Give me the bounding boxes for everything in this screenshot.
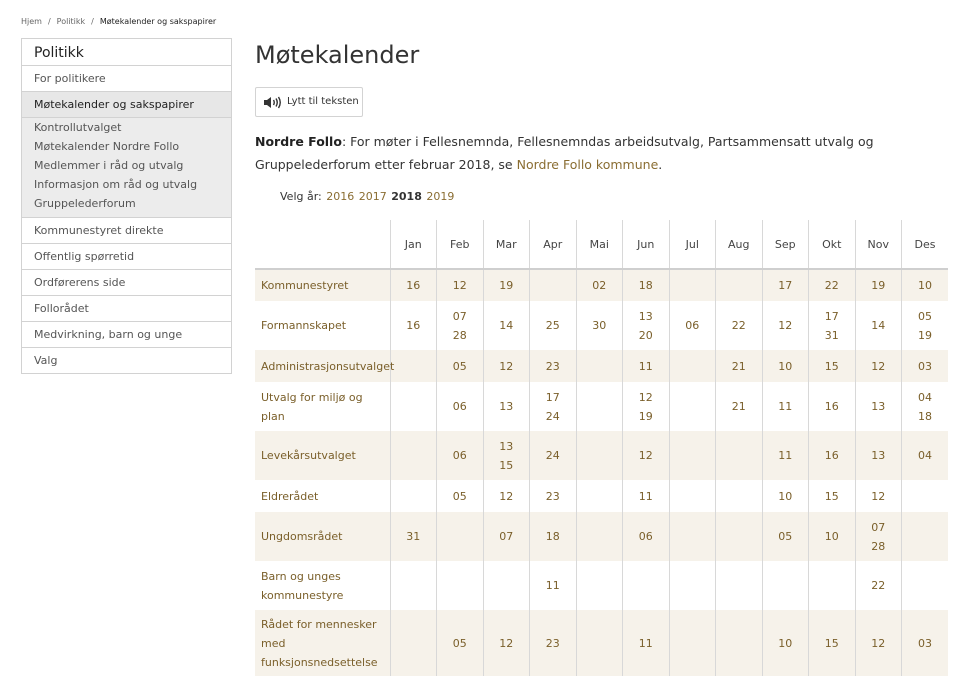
- sidebar-item-active[interactable]: Møtekalender og sakspapirer: [22, 92, 231, 118]
- meeting-date-cell[interactable]: [483, 382, 530, 431]
- meeting-date[interactable]: 12: [778, 319, 793, 332]
- meeting-date[interactable]: 17: [545, 390, 560, 404]
- sidebar-title: Politikk: [22, 39, 231, 66]
- meeting-date-cell[interactable]: [902, 382, 949, 431]
- meeting-date-cell: [576, 561, 623, 610]
- table-row: [255, 350, 948, 382]
- meeting-date[interactable]: 10: [778, 489, 793, 503]
- meeting-date[interactable]: 12: [499, 359, 514, 373]
- committee-name[interactable]: Levekårsutvalget: [255, 431, 390, 480]
- meeting-date-cell: [669, 269, 716, 301]
- meeting-date[interactable]: 13: [499, 439, 514, 453]
- meeting-date-cell[interactable]: [855, 610, 902, 676]
- meeting-date-cell: [576, 480, 623, 512]
- speaker-icon: [263, 96, 283, 109]
- meeting-date-cell: [623, 561, 670, 610]
- meeting-date[interactable]: 13: [871, 400, 886, 413]
- meeting-date[interactable]: 19: [871, 279, 886, 292]
- meeting-date-cell: [576, 512, 623, 561]
- sidebar-subitem[interactable]: Møtekalender Nordre Follo: [34, 140, 180, 153]
- meeting-date[interactable]: 05: [918, 309, 932, 323]
- meeting-date[interactable]: 13: [638, 309, 653, 323]
- meeting-date-cell: [390, 350, 437, 382]
- meeting-date-cell: [902, 480, 949, 512]
- meeting-date[interactable]: 03: [918, 359, 932, 373]
- meeting-date[interactable]: 20: [638, 328, 653, 342]
- meeting-date-cell[interactable]: [483, 350, 530, 382]
- meeting-date-cell: [437, 561, 484, 610]
- meeting-date-cell[interactable]: [762, 512, 809, 561]
- meeting-date[interactable]: 25: [545, 319, 560, 332]
- meeting-date[interactable]: 11: [545, 579, 560, 592]
- committee-name[interactable]: Eldrerådet: [255, 480, 390, 512]
- meeting-date[interactable]: 05: [452, 489, 467, 503]
- meeting-date-cell: [669, 350, 716, 382]
- breadcrumb-section[interactable]: Politikk: [56, 17, 86, 26]
- meeting-date[interactable]: 22: [871, 579, 886, 592]
- meeting-date[interactable]: 22: [824, 279, 839, 292]
- meeting-date-cell[interactable]: [623, 382, 670, 431]
- meeting-date-cell: [809, 561, 856, 610]
- meeting-date[interactable]: 06: [452, 449, 467, 462]
- meeting-date-cell[interactable]: [390, 301, 437, 350]
- meeting-date-cell[interactable]: [855, 382, 902, 431]
- meeting-date[interactable]: 12: [638, 449, 653, 462]
- meeting-date-cell: [576, 382, 623, 431]
- meeting-calendar-table: [255, 220, 948, 676]
- meeting-date-cell[interactable]: [623, 269, 670, 301]
- meeting-date[interactable]: 05: [452, 636, 467, 650]
- meeting-date[interactable]: 12: [871, 359, 886, 373]
- meeting-date[interactable]: 11: [638, 636, 653, 650]
- meeting-date[interactable]: 06: [452, 400, 467, 413]
- committee-name[interactable]: Rådet for mennesker med funksjonsnedsettelse: [255, 610, 390, 676]
- meeting-date-cell[interactable]: [623, 610, 670, 676]
- meeting-date[interactable]: 23: [545, 636, 560, 650]
- meeting-date-cell: [669, 512, 716, 561]
- meeting-date-cell: [716, 480, 763, 512]
- meeting-date-cell[interactable]: [437, 269, 484, 301]
- meeting-date[interactable]: 19: [918, 328, 932, 342]
- meeting-date[interactable]: 18: [545, 530, 560, 543]
- meeting-date[interactable]: 16: [406, 319, 421, 332]
- meeting-date[interactable]: 11: [638, 359, 653, 373]
- meeting-date-cell[interactable]: [483, 301, 530, 350]
- meeting-date-cell[interactable]: [809, 512, 856, 561]
- sidebar-subnav: [22, 118, 231, 218]
- meeting-date-cell[interactable]: [762, 301, 809, 350]
- intro-body: : For møter i Fellesnemnda, Fellesnemndas arbeidsutvalg, Partsammensatt utvalg og Gruppelederforum etter februar 2018, se: [255, 134, 874, 172]
- meeting-date-cell[interactable]: [902, 350, 949, 382]
- meeting-date[interactable]: 15: [824, 636, 839, 650]
- meeting-date-cell[interactable]: [902, 301, 949, 350]
- meeting-date-cell[interactable]: [809, 301, 856, 350]
- month-header: Sep: [762, 220, 809, 269]
- meeting-date-cell[interactable]: [437, 610, 484, 676]
- month-header: Mai: [576, 220, 623, 269]
- sidebar-item[interactable]: Follorådet: [22, 296, 231, 322]
- meeting-date-cell[interactable]: [483, 269, 530, 301]
- table-row: [255, 431, 948, 480]
- meeting-date[interactable]: 12: [871, 636, 886, 650]
- month-header: Jul: [669, 220, 716, 269]
- table-row: [255, 382, 948, 431]
- meeting-date-cell[interactable]: [716, 350, 763, 382]
- meeting-date-cell[interactable]: [483, 431, 530, 480]
- year-selector: [280, 190, 454, 203]
- intro-text: [255, 130, 915, 176]
- sidebar: [21, 38, 232, 374]
- meeting-date[interactable]: 19: [499, 279, 514, 292]
- meeting-date-cell[interactable]: [762, 350, 809, 382]
- meeting-date-cell[interactable]: [530, 480, 577, 512]
- meeting-date[interactable]: 15: [499, 458, 514, 472]
- meeting-date[interactable]: 12: [499, 489, 514, 503]
- sidebar-item[interactable]: Medvirkning, barn og unge: [22, 322, 231, 348]
- meeting-date-cell[interactable]: [623, 512, 670, 561]
- meeting-date[interactable]: 24: [545, 409, 560, 423]
- year-option[interactable]: 2017: [358, 190, 387, 203]
- meeting-date-cell[interactable]: [762, 269, 809, 301]
- meeting-date-cell[interactable]: [530, 610, 577, 676]
- meeting-date-cell[interactable]: [855, 269, 902, 301]
- year-label: Velg år:: [280, 190, 322, 203]
- meeting-date[interactable]: 30: [592, 319, 607, 332]
- sidebar-subitem[interactable]: Informasjon om råd og utvalg: [34, 178, 198, 191]
- meeting-date-cell[interactable]: [809, 610, 856, 676]
- meeting-date-cell[interactable]: [809, 269, 856, 301]
- meeting-date-cell: [902, 512, 949, 561]
- meeting-date-cell[interactable]: [762, 480, 809, 512]
- meeting-date-cell[interactable]: [437, 382, 484, 431]
- month-header: Nov: [855, 220, 902, 269]
- meeting-date-cell[interactable]: [855, 512, 902, 561]
- table-row: [255, 610, 948, 676]
- meeting-date-cell[interactable]: [530, 350, 577, 382]
- meeting-date-cell[interactable]: [902, 610, 949, 676]
- meeting-date[interactable]: 11: [778, 400, 793, 413]
- year-option[interactable]: 2019: [426, 190, 455, 203]
- meeting-date-cell: [716, 431, 763, 480]
- meeting-date[interactable]: 21: [731, 359, 746, 373]
- meeting-date[interactable]: 10: [918, 279, 932, 292]
- sidebar-item[interactable]: Kommunestyret direkte: [22, 218, 231, 244]
- meeting-date-cell: [669, 561, 716, 610]
- sidebar-subitem[interactable]: Medlemmer i råd og utvalg: [34, 159, 184, 172]
- listen-button[interactable]: [255, 87, 363, 117]
- meeting-date-cell: [390, 610, 437, 676]
- meeting-date[interactable]: 11: [638, 489, 653, 503]
- meeting-date-cell: [902, 561, 949, 610]
- meeting-date[interactable]: 12: [871, 489, 886, 503]
- meeting-date-cell[interactable]: [809, 382, 856, 431]
- meeting-date[interactable]: 16: [406, 279, 421, 292]
- breadcrumb-current: Møtekalender og sakspapirer: [99, 17, 217, 26]
- breadcrumb-home[interactable]: Hjem: [21, 17, 42, 26]
- meeting-date[interactable]: 18: [918, 409, 932, 423]
- meeting-date[interactable]: 06: [638, 530, 653, 543]
- committee-name[interactable]: Formannskapet: [255, 301, 390, 350]
- table-row: [255, 480, 948, 512]
- meeting-date[interactable]: 16: [824, 400, 839, 413]
- meeting-date[interactable]: 28: [871, 539, 886, 553]
- meeting-date[interactable]: 17: [778, 279, 793, 292]
- meeting-date-cell[interactable]: [716, 382, 763, 431]
- meeting-date-cell[interactable]: [390, 512, 437, 561]
- meeting-date[interactable]: 14: [499, 319, 514, 332]
- meeting-date[interactable]: 02: [592, 279, 607, 292]
- meeting-date[interactable]: 18: [638, 279, 653, 292]
- meeting-date[interactable]: 05: [778, 530, 793, 543]
- meeting-date-cell[interactable]: [390, 269, 437, 301]
- meeting-date[interactable]: 10: [778, 636, 793, 650]
- month-header: Des: [902, 220, 949, 269]
- table-row: [255, 301, 948, 350]
- meeting-date-cell[interactable]: [530, 561, 577, 610]
- meeting-date[interactable]: 12: [499, 636, 514, 650]
- year-option[interactable]: 2018: [391, 190, 422, 203]
- meeting-date[interactable]: 11: [778, 449, 793, 462]
- meeting-date-cell[interactable]: [530, 512, 577, 561]
- meeting-date-cell: [576, 350, 623, 382]
- table-row: [255, 561, 948, 610]
- header-blank: [255, 220, 390, 269]
- meeting-date-cell[interactable]: [530, 382, 577, 431]
- table-row: [255, 269, 948, 301]
- meeting-date-cell: [669, 382, 716, 431]
- meeting-date-cell[interactable]: [855, 561, 902, 610]
- meeting-date[interactable]: 04: [918, 449, 932, 462]
- meeting-date[interactable]: 22: [731, 319, 746, 332]
- meeting-date-cell[interactable]: [855, 480, 902, 512]
- meeting-date-cell: [390, 480, 437, 512]
- sidebar-item[interactable]: Ordførerens side: [22, 270, 231, 296]
- meeting-date-cell[interactable]: [902, 269, 949, 301]
- meeting-date[interactable]: 28: [452, 328, 467, 342]
- sidebar-subitem[interactable]: Gruppelederforum: [34, 197, 136, 210]
- intro-bold: Nordre Follo: [255, 134, 342, 149]
- sidebar-subitem[interactable]: Kontrollutvalget: [34, 121, 122, 134]
- meeting-date-cell[interactable]: [437, 350, 484, 382]
- meeting-date[interactable]: 13: [871, 449, 886, 462]
- meeting-date[interactable]: 15: [824, 489, 839, 503]
- meeting-date-cell: [530, 269, 577, 301]
- month-header: Apr: [530, 220, 577, 269]
- meeting-date-cell[interactable]: [623, 431, 670, 480]
- meeting-date[interactable]: 13: [499, 400, 514, 413]
- meeting-date-cell[interactable]: [855, 301, 902, 350]
- meeting-date[interactable]: 14: [871, 319, 886, 332]
- committee-name[interactable]: Administrasjonsutvalget: [255, 350, 390, 382]
- meeting-date-cell: [716, 561, 763, 610]
- meeting-date-cell[interactable]: [576, 269, 623, 301]
- meeting-date-cell[interactable]: [483, 480, 530, 512]
- month-header: Aug: [716, 220, 763, 269]
- meeting-date[interactable]: 10: [824, 530, 839, 543]
- meeting-date-cell[interactable]: [483, 610, 530, 676]
- meeting-date-cell[interactable]: [483, 512, 530, 561]
- meeting-date[interactable]: 31: [406, 530, 421, 543]
- sidebar-item[interactable]: For politikere: [22, 66, 231, 92]
- sidebar-item[interactable]: Offentlig spørretid: [22, 244, 231, 270]
- meeting-date-cell[interactable]: [716, 301, 763, 350]
- meeting-date[interactable]: 07: [452, 309, 467, 323]
- table-row: [255, 512, 948, 561]
- meeting-date-cell: [669, 480, 716, 512]
- meeting-date[interactable]: 23: [545, 359, 560, 373]
- nordre-follo-link[interactable]: Nordre Follo kommune: [516, 157, 659, 172]
- meeting-date-cell: [716, 512, 763, 561]
- meeting-date-cell: [762, 561, 809, 610]
- meeting-date[interactable]: 23: [545, 489, 560, 503]
- meeting-date-cell: [669, 431, 716, 480]
- meeting-date[interactable]: 05: [452, 359, 467, 373]
- meeting-date-cell: [437, 512, 484, 561]
- meeting-date-cell[interactable]: [762, 610, 809, 676]
- meeting-date[interactable]: 12: [452, 279, 467, 292]
- meeting-date[interactable]: 03: [918, 636, 932, 650]
- meeting-date-cell[interactable]: [437, 431, 484, 480]
- meeting-date[interactable]: 17: [824, 309, 839, 323]
- meeting-date-cell: [716, 269, 763, 301]
- month-header: Okt: [809, 220, 856, 269]
- meeting-date[interactable]: 10: [778, 359, 793, 373]
- breadcrumb: Hjem / Politikk / Møtekalender og sakspapirer: [21, 17, 217, 26]
- month-header: Mar: [483, 220, 530, 269]
- committee-name[interactable]: Ungdomsrådet: [255, 512, 390, 561]
- meeting-date-cell[interactable]: [809, 350, 856, 382]
- meeting-date-cell: [669, 610, 716, 676]
- meeting-date[interactable]: 12: [638, 390, 653, 404]
- meeting-date[interactable]: 07: [499, 530, 514, 543]
- committee-name[interactable]: Barn og unges kommunestyre: [255, 561, 390, 610]
- meeting-date-cell[interactable]: [855, 350, 902, 382]
- meeting-date-cell: [390, 561, 437, 610]
- sidebar-item[interactable]: Valg: [34, 354, 58, 367]
- listen-label: Lytt til teksten: [287, 96, 359, 107]
- year-option[interactable]: 2016: [326, 190, 355, 203]
- meeting-date-cell[interactable]: [902, 431, 949, 480]
- meeting-date-cell[interactable]: [762, 382, 809, 431]
- meeting-date-cell[interactable]: [809, 480, 856, 512]
- meeting-date[interactable]: 06: [685, 319, 700, 332]
- meeting-date-cell: [576, 431, 623, 480]
- meeting-date-cell: [483, 561, 530, 610]
- committee-name[interactable]: Kommunestyret: [255, 269, 390, 301]
- month-header: Jan: [390, 220, 437, 269]
- committee-name[interactable]: Utvalg for miljø og plan: [255, 382, 390, 431]
- page-title: Møtekalender: [255, 41, 420, 69]
- meeting-date-cell: [576, 610, 623, 676]
- meeting-date[interactable]: 21: [731, 400, 746, 413]
- month-header: Jun: [623, 220, 670, 269]
- meeting-date-cell: [390, 382, 437, 431]
- meeting-date-cell[interactable]: [855, 431, 902, 480]
- meeting-date-cell: [390, 431, 437, 480]
- month-header: Feb: [437, 220, 484, 269]
- meeting-date-cell[interactable]: [623, 350, 670, 382]
- meeting-date-cell[interactable]: [809, 431, 856, 480]
- meeting-date-cell[interactable]: [437, 480, 484, 512]
- meeting-date[interactable]: 24: [545, 449, 560, 462]
- meeting-date[interactable]: 07: [871, 520, 886, 534]
- meeting-date[interactable]: 19: [638, 409, 653, 423]
- meeting-date-cell[interactable]: [762, 431, 809, 480]
- meeting-date-cell[interactable]: [530, 301, 577, 350]
- meeting-date-cell[interactable]: [669, 301, 716, 350]
- meeting-date[interactable]: 04: [918, 390, 932, 404]
- meeting-date-cell: [716, 610, 763, 676]
- meeting-date-cell[interactable]: [623, 301, 670, 350]
- meeting-date-cell[interactable]: [623, 480, 670, 512]
- meeting-date[interactable]: 16: [824, 449, 839, 462]
- meeting-date[interactable]: 15: [824, 359, 839, 373]
- intro-end: .: [658, 157, 663, 172]
- meeting-date-cell[interactable]: [530, 431, 577, 480]
- meeting-date-cell[interactable]: [576, 301, 623, 350]
- meeting-date[interactable]: 31: [824, 328, 839, 342]
- meeting-date-cell[interactable]: [437, 301, 484, 350]
